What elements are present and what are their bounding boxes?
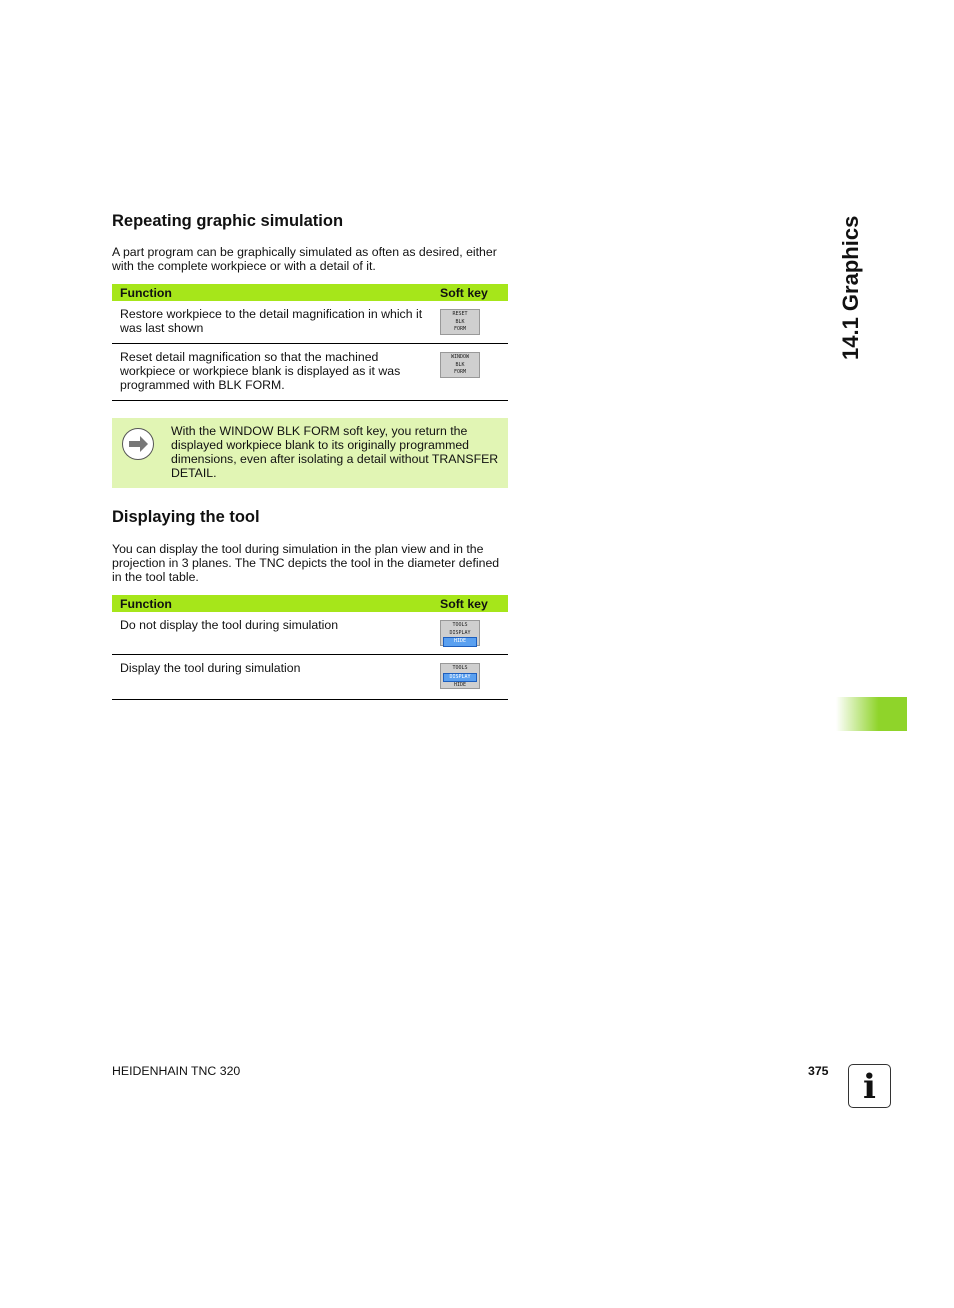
header-function: Function <box>112 284 432 301</box>
header-function: Function <box>112 595 432 612</box>
header-softkey: Soft key <box>432 595 508 612</box>
function-cell: Restore workpiece to the detail magnification in which it was last shown <box>112 301 432 344</box>
page-number: 375 <box>808 1064 829 1078</box>
arrow-right-icon <box>122 428 154 460</box>
paragraph: You can display the tool during simulation in the plan view and in the projection in 3 planes. The TNC depicts the tool in the diameter defined in the tool table. <box>112 542 500 584</box>
info-icon: i <box>848 1064 891 1108</box>
softkey-tools-display[interactable]: TOOLS DISPLAY HIDE <box>440 663 480 689</box>
section-title: Repeating graphic simulation <box>112 212 344 230</box>
table-row <box>112 301 508 344</box>
function-cell: Do not display the tool during simulation <box>112 612 432 655</box>
softkey-table <box>112 284 508 401</box>
chapter-tab <box>836 697 907 731</box>
section-title: Displaying the tool <box>112 508 260 526</box>
note-box <box>112 418 508 488</box>
table-row <box>112 344 508 401</box>
softkey-table <box>112 595 508 700</box>
table-row <box>112 655 508 700</box>
function-cell: Display the tool during simulation <box>112 655 432 700</box>
softkey-reset-blk-form[interactable]: RESET BLK FORM <box>440 309 480 335</box>
chapter-side-title: 14.1 Graphics <box>838 215 863 360</box>
note-text: With the WINDOW BLK FORM soft key, you return the displayed workpiece blank to its originally programmed dimensions, even after isolating a detail without TRANSFER DETAIL. <box>171 424 499 480</box>
header-softkey: Soft key <box>432 284 508 301</box>
function-cell: Reset detail magnification so that the machined workpiece or workpiece blank is displayed as it was programmed with BLK FORM. <box>112 344 432 401</box>
table-row <box>112 612 508 655</box>
softkey-window-blk-form[interactable]: WINDOW BLK FORM <box>440 352 480 378</box>
paragraph: A part program can be graphically simulated as often as desired, either with the complete workpiece or with a detail of it. <box>112 245 497 273</box>
footer-manual-name: HEIDENHAIN TNC 320 <box>112 1064 241 1078</box>
softkey-tools-hide[interactable]: TOOLS DISPLAY HIDE <box>440 620 480 646</box>
